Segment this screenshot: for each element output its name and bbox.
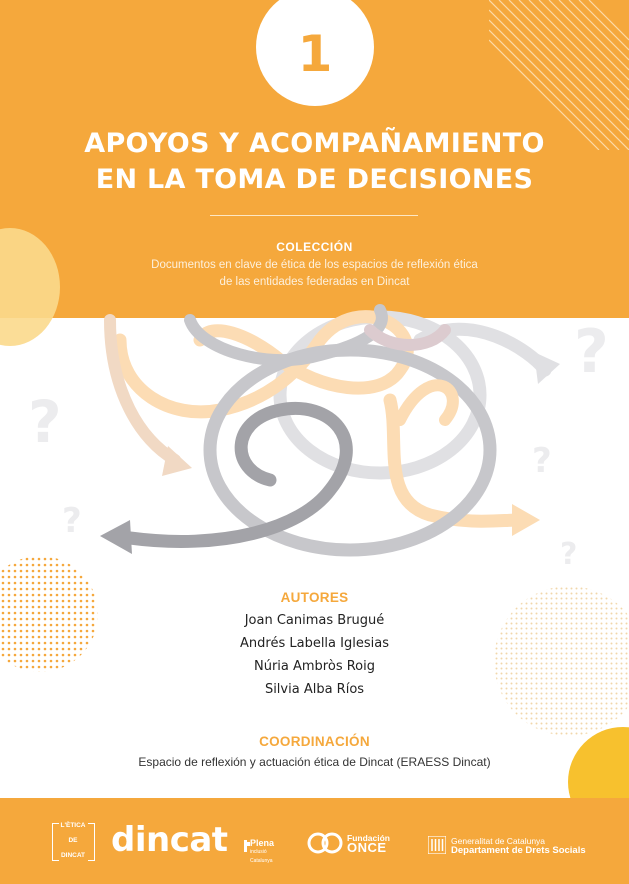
etica-de-dincat-logo: [56, 818, 90, 863]
author-name: Joan Canimas Brugué: [244, 613, 385, 628]
cover-header: [0, 0, 629, 318]
collection-label: COLECCIÓN: [276, 240, 353, 254]
arrow-icon: [534, 352, 560, 384]
volume-number-badge: [256, 0, 374, 106]
generalitat-logo: [451, 836, 586, 856]
fundacion-label: Fundación: [347, 833, 390, 843]
volume-number: 1: [297, 25, 333, 83]
question-mark-icon: ?: [532, 441, 552, 481]
question-mark-icon: ?: [560, 537, 578, 570]
arrow-icon: [100, 520, 132, 554]
etica-bracket: [88, 823, 95, 861]
once-label: ONCE: [347, 840, 387, 855]
author-name: Andrés Labella Iglesias: [240, 636, 389, 651]
plena-sub-1: inclusió: [250, 849, 267, 855]
tangled-arrows-illustration: [0, 300, 629, 570]
collection-line-1: Documentos en clave de ética de los espacios de reflexión ética: [151, 259, 478, 271]
peach-arrow-right: [390, 400, 520, 521]
etica-line: DE: [68, 837, 78, 844]
etica-line: DINCAT: [60, 852, 86, 859]
question-mark-icon: ?: [574, 317, 609, 387]
dincat-logo: dincat: [111, 820, 228, 860]
question-mark-icon: ?: [28, 388, 62, 456]
peach-loop-small: [400, 385, 453, 420]
generalitat-label: Generalitat de Catalunya: [451, 836, 546, 846]
title-divider: [210, 215, 418, 216]
authors-label: AUTORES: [280, 590, 349, 605]
question-mark-icon: ?: [62, 501, 82, 541]
etica-bracket: [52, 823, 59, 861]
plena-sub-2: Catalunya: [250, 858, 273, 864]
generalitat-icon: [428, 836, 446, 854]
author-name: Silvia Alba Ríos: [264, 682, 365, 697]
title-line-1: APOYOS Y ACOMPAÑAMIENTO: [84, 128, 545, 159]
title-line-2: EN LA TOMA DE DECISIONES: [95, 164, 534, 195]
arrow-icon: [512, 504, 540, 536]
departament-label: Departament de Drets Socials: [451, 845, 586, 856]
author-name: Núria Ambròs Roig: [253, 659, 375, 674]
collection-description: [0, 257, 629, 291]
etica-line: L'ÈTICA: [60, 822, 86, 829]
cover-title: [0, 126, 629, 198]
coordination-label: COORDINACIÓN: [259, 734, 370, 749]
fundacion-once-logo: [347, 833, 390, 853]
plena-inclusio-logo: [250, 839, 274, 866]
plena-label: Plena: [250, 838, 275, 848]
once-logo-icon: [307, 832, 343, 854]
coordination-text: Espacio de reflexión y actuación ética de Dincat (ERAESS Dincat): [138, 755, 491, 769]
collection-line-2: de las entidades federadas en Dincat: [219, 276, 410, 288]
